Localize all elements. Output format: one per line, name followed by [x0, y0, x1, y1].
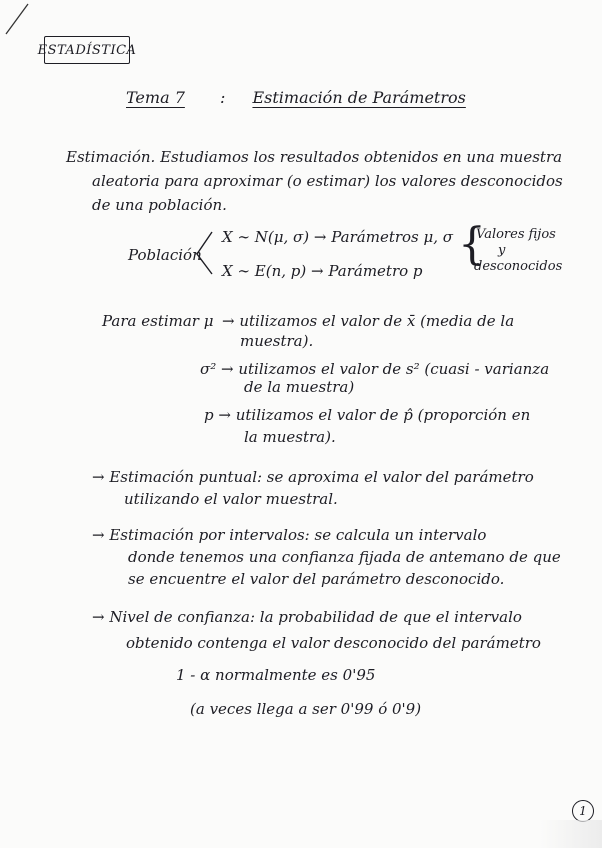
poblacion-row-1: X ∼ N(μ, σ) → Parámetros μ, σ — [222, 228, 454, 246]
nivel-line-4: (a veces llega a ser 0'99 ó 0'9) — [190, 700, 422, 718]
pencil-stroke — [2, 2, 32, 36]
intervalos-line-2: donde tenemos una confianza fijada de antemano de que — [128, 548, 561, 566]
estimacion-line-3: de una población. — [92, 196, 227, 214]
puntual-line-2: utilizando el valor muestral. — [124, 490, 338, 508]
page-title — [126, 88, 466, 107]
nivel-line-3: 1 - α normalmente es 0'95 — [176, 666, 376, 684]
sigma-line-2: de la muestra) — [244, 378, 355, 396]
paper-edge — [540, 820, 602, 848]
estimacion-line-1: Estimación. Estudiamos los resultados obtenidos en una muestra — [66, 148, 563, 166]
poblacion-note-2: y — [498, 243, 506, 258]
title-separator: : — [219, 88, 226, 107]
right-brace-icon: { — [458, 219, 486, 270]
p-line-2: la muestra). — [244, 428, 336, 446]
intervalos-line-3: se encuentre el valor del parámetro desconocido. — [128, 570, 505, 588]
poblacion-note-3: desconocidos — [474, 259, 563, 274]
estimacion-line-2: aleatoria para aproximar (o estimar) los valores desconocidos — [92, 172, 563, 190]
nivel-line-2: obtenido contenga el valor desconocido del parámetro — [126, 634, 541, 652]
nivel-line-1: → Nivel de confianza: la probabilidad de que el intervalo — [92, 608, 522, 626]
page-number: 1 — [572, 800, 594, 822]
intervalos-line-1: → Estimación por intervalos: se calcula un intervalo — [92, 526, 487, 544]
sigma-line-1: σ² → utilizamos el valor de s² (cuasi - varianza — [200, 360, 550, 378]
poblacion-note-1: Valores fijos — [476, 227, 556, 242]
left-branch-icon — [194, 230, 214, 276]
p-line-1: p → utilizamos el valor de p̂ (proporción en — [204, 406, 531, 424]
poblacion-label: Población — [128, 246, 202, 264]
puntual-line-1: → Estimación puntual: se aproxima el valor del parámetro — [92, 468, 534, 486]
poblacion-row-2: X ∼ E(n, p) → Parámetro p — [222, 262, 423, 280]
para-estimar-lead: Para estimar μ — [102, 312, 214, 330]
title-topic: Tema 7 — [126, 88, 185, 107]
title-name: Estimación de Parámetros — [252, 88, 466, 107]
subject-heading: ESTADÍSTICA — [44, 36, 130, 64]
mu-line-1: → utilizamos el valor de x̄ (media de la — [222, 312, 515, 330]
mu-line-2: muestra). — [240, 332, 314, 350]
